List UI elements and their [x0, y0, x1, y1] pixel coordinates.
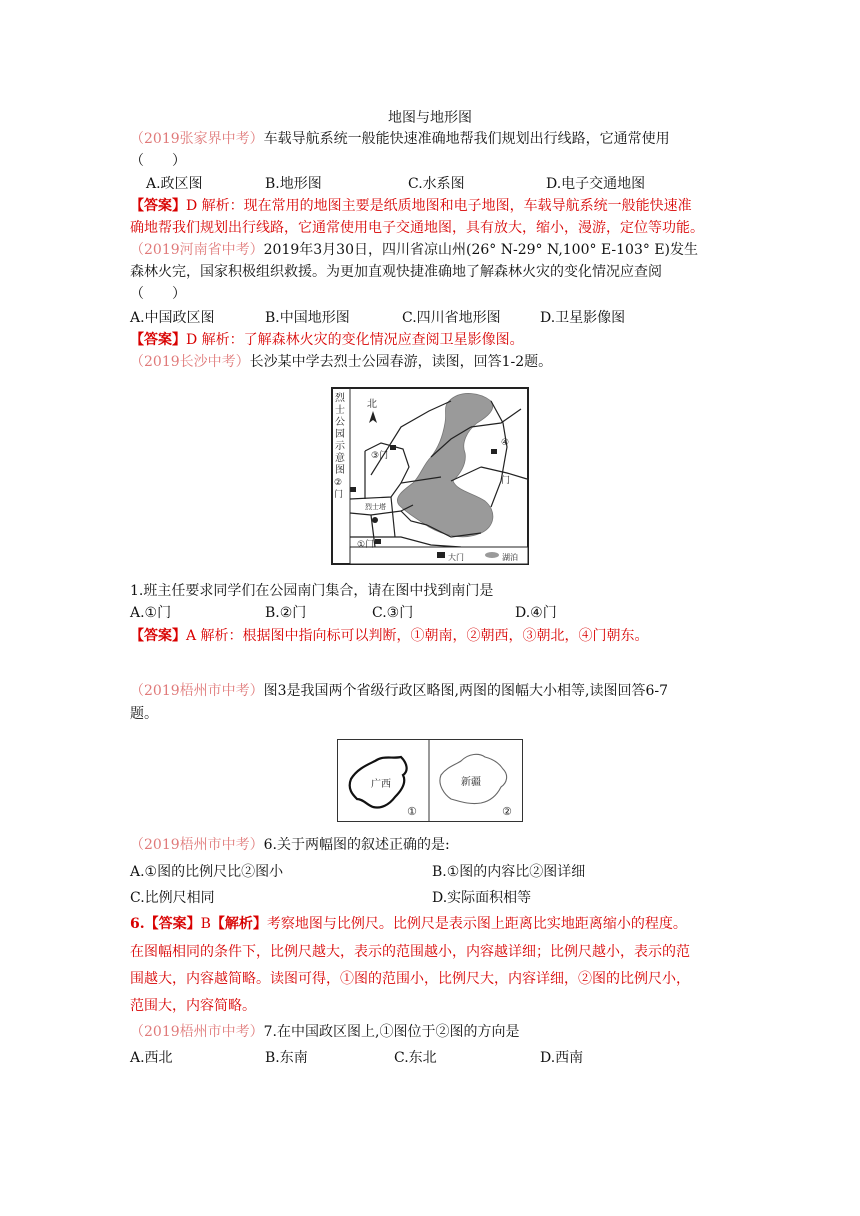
- q3-source: （2019长沙中考）: [130, 354, 250, 370]
- map2-number: ②: [502, 805, 512, 818]
- svg-text:图: 图: [335, 465, 345, 476]
- q3-answer-text: A 解析：根据图中指向标可以判断，①朝南，②朝西，③朝北，④门朝东。: [186, 628, 649, 644]
- q2-stem-line2: 森林火完，国家积极组织救援。为更加直观快捷准确地了解森林火灾的变化情况应查阅: [130, 264, 662, 280]
- q1-option-c: C.水系图: [408, 176, 465, 192]
- q1-stem: 车载导航系统一般能快速准确地帮我们规划出行线路，它通常使用: [263, 131, 670, 147]
- tower-icon: [372, 517, 378, 523]
- map-side-title: [335, 391, 346, 476]
- q6-source: （2019梧州市中考）: [130, 837, 264, 853]
- q7-option-c: C.东北: [394, 1050, 437, 1066]
- gate3-marker: [390, 445, 396, 450]
- q1-option-d: D.电子交通地图: [546, 176, 646, 192]
- q7-option-b: B.东南: [265, 1050, 308, 1066]
- park-map: [331, 387, 529, 565]
- q2-option-a: A.中国政区图: [130, 310, 215, 326]
- q4-source: （2019梧州市中考）: [130, 683, 264, 699]
- q6-answer-text1: 考察地图与比例尺。比例尺是表示图上距离比实地距离缩小的程度。: [266, 916, 687, 932]
- q7-option-a: A.西北: [130, 1050, 173, 1066]
- q4-stem1: 图3是我国两个省级行政区略图,两图的图幅大小相等,读图回答6-7: [263, 683, 668, 699]
- q3-option-c: C.③门: [372, 605, 414, 621]
- q7-source: （2019梧州市中考）: [130, 1024, 264, 1040]
- svg-text:北: 北: [367, 399, 377, 410]
- legend-lake-icon: [485, 552, 499, 558]
- q6-answer-line3: 围越大，内容越简略。读图可得，①图的范围小，比例尺大，内容详细，②图的比例尺小，: [130, 971, 690, 987]
- q4-stem-line1: [130, 680, 668, 702]
- q6-answer-label: 【答案】: [144, 916, 201, 932]
- svg-text:示: 示: [335, 441, 345, 452]
- q2-option-c: C.四川省地形图: [402, 310, 501, 326]
- page-title: 地图与地形图: [388, 110, 472, 126]
- q6-stem: 6.关于两幅图的叙述正确的是:: [263, 837, 450, 853]
- q4-stem-line2: 题。: [130, 706, 158, 722]
- q3-answer-line: [130, 625, 649, 647]
- svg-text:烈: 烈: [335, 393, 345, 404]
- gate4-label-b: 门: [501, 476, 511, 486]
- legend-gate-label: 大门: [448, 553, 464, 562]
- q2-stem1: 2019年3月30日，四川省凉山州(26° N-29° N,100° E-103° E)发生: [263, 242, 699, 258]
- q6-analysis-label: 【解析】: [210, 916, 267, 932]
- guangxi-label: 广西: [371, 779, 391, 790]
- legend-lake-label: 湖泊: [502, 553, 518, 562]
- q1-answer-line1: [130, 195, 692, 217]
- q6-option-c: C.比例尺相同: [130, 890, 215, 906]
- gate4-label: ④: [501, 438, 510, 448]
- map1-number: ①: [407, 805, 417, 818]
- gate2-label-b: 门: [334, 490, 344, 500]
- q7-stem: 7.在中国政区图上,①图位于②图的方向是: [263, 1024, 520, 1040]
- q1-stem-line: [130, 128, 670, 150]
- q3-option-b: B.②门: [265, 605, 307, 621]
- q6-option-b: B.①图的内容比②图详细: [432, 864, 586, 880]
- q7-option-d: D.西南: [540, 1050, 584, 1066]
- province-maps: [337, 739, 523, 822]
- q1-answer-line2: 确地帮我们规划出行线路，它通常使用电子交通地图，具有放大，缩小，漫游，定位等功能。: [130, 220, 704, 236]
- svg-text:园: 园: [335, 429, 345, 440]
- q1-option-a: A.政区图: [146, 176, 203, 192]
- q3-sub1: 1.班主任要求同学们在公园南门集合，请在图中找到南门是: [130, 583, 494, 599]
- q6-answer-line2: 在图幅相同的条件下，比例尺越大，表示的范围越小，内容越详细；比例尺越小，表示的范: [130, 944, 690, 960]
- q2-stem-line1: [130, 239, 698, 261]
- tower-label: 烈士塔: [365, 503, 386, 511]
- q3-option-d: D.④门: [515, 605, 557, 621]
- legend-gate-icon: [437, 552, 445, 558]
- q2-source: （2019河南省中考）: [130, 242, 264, 258]
- q6-option-d: D.实际面积相等: [432, 890, 532, 906]
- q2-option-b: B.中国地形图: [265, 310, 350, 326]
- gate2-marker: [350, 487, 356, 492]
- gate2-label: ②: [334, 478, 343, 488]
- svg-text:士: 士: [335, 405, 345, 416]
- q1-paren: （ ）: [130, 153, 186, 169]
- q1-answer-label: 【答案】: [130, 198, 186, 214]
- q6-answer-num: 6.: [130, 916, 145, 932]
- svg-text:意: 意: [335, 453, 345, 464]
- q6-stem-line: [130, 834, 450, 856]
- q2-option-d: D.卫星影像图: [540, 310, 626, 326]
- q6-answer-line1: [130, 913, 687, 935]
- q3-option-a: A.①门: [130, 605, 172, 621]
- svg-text:公: 公: [335, 417, 345, 428]
- q6-option-a: A.①图的比例尺比②图小: [130, 864, 284, 880]
- q1-source: （2019张家界中考）: [130, 131, 264, 147]
- q1-option-b: B.地形图: [265, 176, 322, 192]
- gate1-label: ①门: [357, 540, 375, 550]
- q6-answer-line4: 范围大，内容简略。: [130, 998, 256, 1014]
- gate1-marker: [375, 539, 381, 544]
- q7-stem-line: [130, 1021, 519, 1043]
- q6-answer-b: B: [200, 916, 211, 932]
- q1-answer-text1: D 解析：现在常用的地图主要是纸质地图和电子地图，车载导航系统一般能快速准: [186, 198, 692, 214]
- q3-answer-label: 【答案】: [130, 628, 186, 644]
- gate4-marker: [491, 449, 497, 454]
- q2-answer-line: [130, 329, 524, 351]
- q2-answer-label: 【答案】: [130, 332, 186, 348]
- q2-answer-text: D 解析：了解森林火灾的变化情况应查阅卫星影像图。: [186, 332, 524, 348]
- q3-stem: 长沙某中学去烈士公园春游，读图，回答1-2题。: [249, 354, 553, 370]
- q2-paren: （ ）: [130, 286, 186, 302]
- xinjiang-label: 新疆: [461, 777, 481, 788]
- gate3-label: ③门: [371, 451, 389, 461]
- q3-stem-line: [130, 351, 552, 373]
